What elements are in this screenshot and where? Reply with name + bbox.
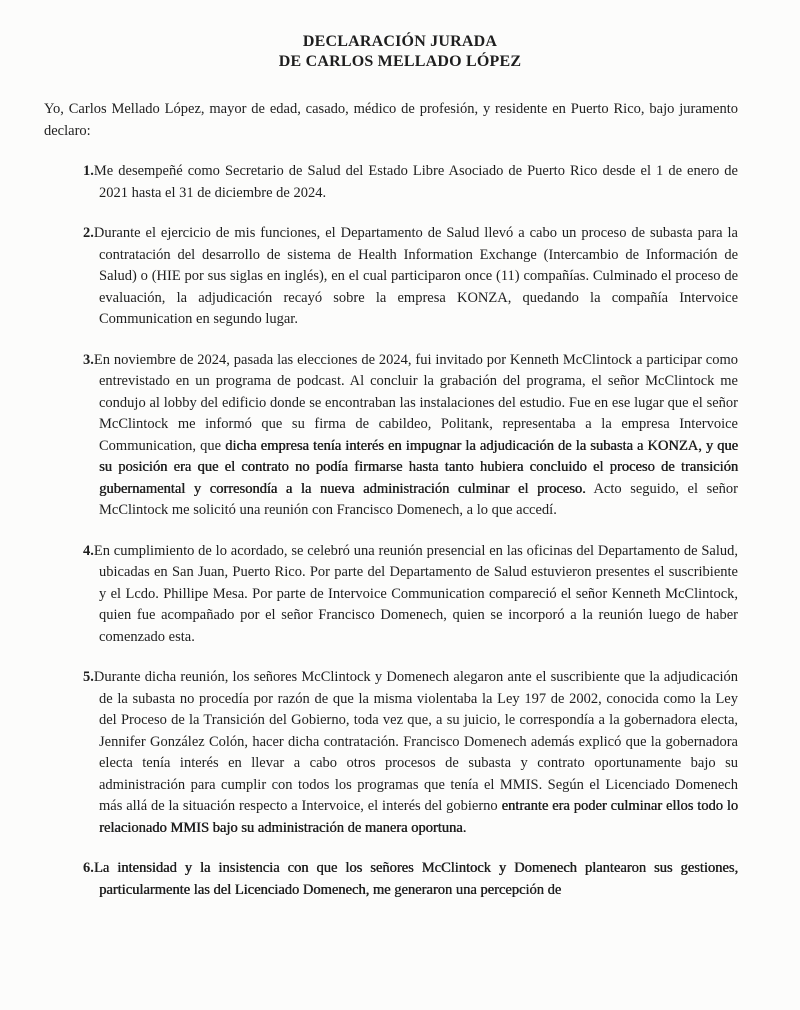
item-text-segment: Me desempeñé como Secretario de Salud del Estado Libre Asociado de Puerto Rico desde el 1 de enero de 2021 hasta el 31 de diciembre de 2024. — [93, 163, 738, 201]
item-number: 1. — [83, 163, 94, 179]
item-text-segment: entrante era poder culminar ellos todo lo relacionado MMIS bajo su administración de manera oportuna. — [99, 798, 738, 836]
item-text-segment: En noviembre de 2024, pasada las elecciones de 2024, fui invitado por Kenneth McClintock a participar como entrevistado en un programa de podcast. Al concluir la grabación del programa, el señor McClintock me condujo al lobby del edificio donde se encontraban las instalaciones del estudio. Fue en ese lugar que el señor McClintock me informó que su firma de cabildeo, Politank, representaba a la empresa Intervoice Communication, que — [93, 351, 738, 454]
declaration-item — [44, 541, 738, 649]
item-number: 6. — [83, 860, 94, 876]
item-number: 5. — [83, 669, 94, 685]
title-line-1: DECLARACIÓN JURADA — [302, 33, 498, 50]
item-text-segment: En cumplimiento de lo acordado, se celebró una reunión presencial en las oficinas del Departamento de Salud, ubicadas en San Juan, Puerto Rico. Por parte del Departamento de Salud estuvieron presentes el suscribiente y el Lcdo. Phillipe Mesa. Por parte de Intervoice Communication compareció el señor Kenneth McClintock, quien fue acompañado por el señor Francisco Domenech, quien se incorporó a la reunión luego de haber comenzado esta. — [93, 542, 738, 645]
declaration-item — [44, 223, 738, 331]
item-text-segment: Acto seguido, el señor McClintock me solicitó una reunión con Francisco Domenech, a lo que accedí. — [99, 480, 738, 518]
declaration-item — [44, 858, 738, 901]
title-line-2: DE CARLOS MELLADO LÓPEZ — [278, 53, 522, 70]
declaration-item — [44, 350, 738, 522]
document-title — [0, 0, 800, 72]
declaration-item — [44, 667, 738, 839]
item-number: 4. — [83, 542, 94, 559]
item-number: 3. — [83, 351, 94, 368]
declaration-list — [44, 161, 738, 901]
item-text-segment: La intensidad y la insistencia con que los señores McClintock y Domenech plantearon sus gestiones, particularmente las del Licenciado Domenech, me generaron una percepción de — [93, 860, 738, 898]
item-number: 2. — [83, 225, 94, 241]
item-text-segment: Durante el ejercicio de mis funciones, el Departamento de Salud llevó a cabo un proceso de subasta para la contratación del desarrollo de sistema de Health Information Exchange (Intercambio de Información de Salud) o (HIE por sus siglas en inglés), en el cual participaron once (11) compañías. Culminado el proceso de evaluación, la adjudicación recayó sobre la empresa KONZA, quedando la compañía Intervoice Communication en segundo lugar. — [93, 225, 738, 327]
intro-paragraph: Yo, Carlos Mellado López, mayor de edad, casado, médico de profesión, y residente en Puerto Rico, bajo juramento declaro: — [44, 101, 738, 139]
item-text-segment: dicha empresa tenía interés en impugnar la adjudicación de la subasta a KONZA, y que su posición era que el contrato no podía firmarse hasta tanto hubiera concluido el proceso de transición gubernamental y corresondía a la nueva administración culminar el proceso. — [99, 437, 738, 497]
declaration-item — [44, 161, 738, 204]
item-text-segment: Durante dicha reunión, los señores McClintock y Domenech alegaron ante el suscribiente que la adjudicación de la subasta no procedía por razón de que la misma violentaba la Ley 197 de 2002, conocida como la Ley del Proceso de la Transición del Gobierno, toda vez que, a su juicio, le correspondía a la gobernadora electa, Jennifer González Colón, hacer dicha contratación. Francisco Domenech además explicó que la gobernadora electa tenía interés en llevar a cabo otros procesos de subasta y contrato oportunamente bajo su administración para cumplir con todos los programas que tenía el MMIS. Según el Licenciado Domenech más allá de la situación respecto a Intervoice, el interés del gobierno — [93, 669, 738, 814]
